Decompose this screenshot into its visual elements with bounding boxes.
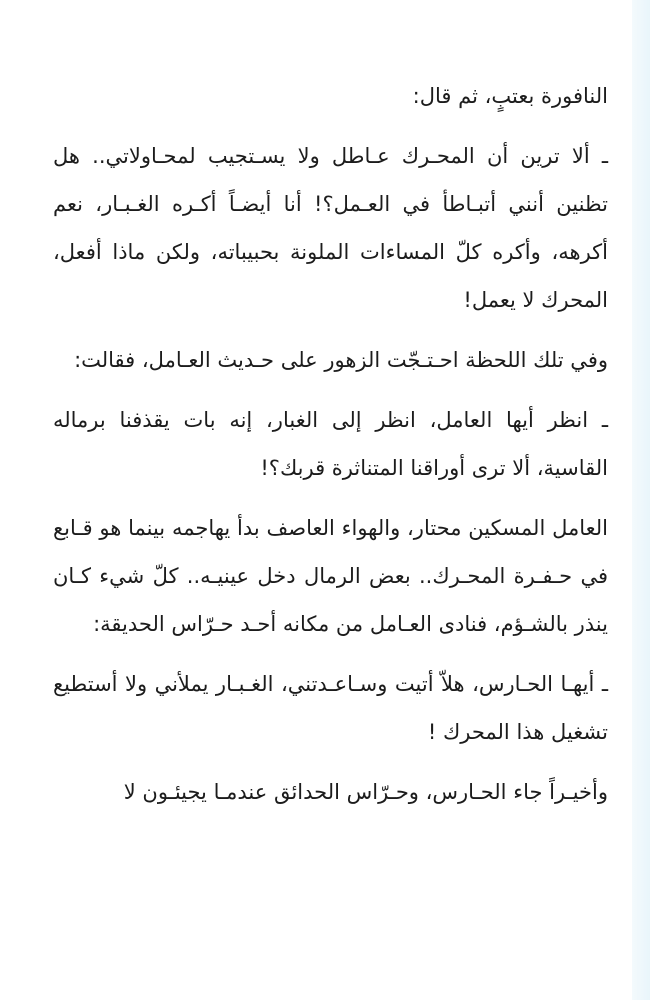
paragraph-7: وأخيـراً جاء الحـارس، وحـرّاس الحدائق عندمـا يجيئـون لا	[123, 780, 608, 804]
body-text	[53, 72, 608, 828]
paragraph-1: النافورة بعتبٍ، ثم قال:	[412, 84, 608, 108]
paragraph-4: ـ انظر أيها العامل، انظر إلى الغبار، إنه بات يقذفنا برماله القاسية، ألا ترى أوراقنا المتناثرة قربك؟!	[53, 408, 608, 480]
paragraph-2: ـ ألا ترين أن المحـرك عـاطل ولا يسـتجيب لمحـاولاتي.. هل تظنين أنني أتبـاطأ في العـمل؟! أنا أيضـاً أكـره الغـبـار، نعم أكرهه، وأكره كلّ المساءات الملونة بحبيباته، ولكن ماذا أفعل، المحرك لا يعمل!	[53, 144, 608, 312]
page-edge	[632, 0, 650, 1000]
paragraph-3: وفي تلك اللحظة احـتـجّت الزهور على حـديث العـامل، فقالت:	[74, 348, 608, 372]
paragraph-6: ـ أيهـا الحـارس، هلاّ أتيت وسـاعـدتني، الغـبـار يملأني ولا أستطيع تشغيل هذا المحرك !	[53, 672, 608, 744]
paragraph-5: العامل المسكين محتار، والهواء العاصف بدأ يهاجمه بينما هو قـابع في حـفـرة المحـرك.. بعض الرمال دخل عينيـه.. كلّ شيء كـان ينذر بالشـؤم، فنادى العـامل من مكانه أحـد حـرّاس الحديقة:	[53, 516, 608, 636]
